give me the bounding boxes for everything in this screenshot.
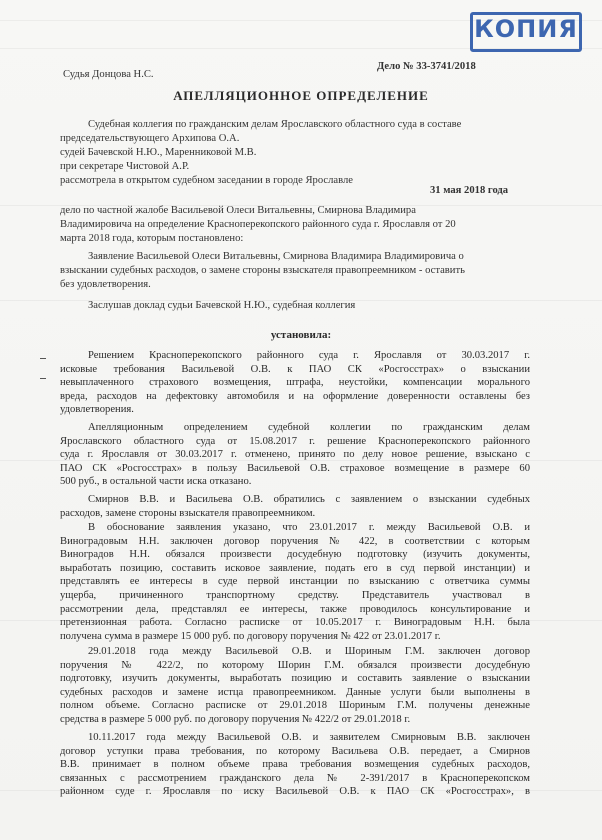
paragraph-line: договор уступки права требования, по которому Васильева О.В. передает, а Смирнов xyxy=(60,745,530,757)
paragraph-line: поручения № 422/2, по которому Шорин Г.М. обязался произвести досудебную xyxy=(60,659,530,671)
paragraph-line: ПАО СК «Росгосстрах» в пользу Васильевой О.В. страховое возмещение в размере 60 xyxy=(60,462,530,474)
paragraph-line: Ярославского областного суда от 15.08.2017 г. решение Красноперекопского районного xyxy=(60,435,530,447)
paragraph-line: представлять ее интересы в суде первой инстанции по взысканию с ответчика суммы xyxy=(60,576,530,588)
paragraph-1 xyxy=(60,349,530,417)
paragraph-line: претензионная работа. Согласно расписке от 10.05.2017 г. Виноградовым Н.Н. была xyxy=(60,617,530,629)
paragraph-line: расходов, замене стороны взыскателя правопреемником. xyxy=(60,507,316,519)
paragraph-line: суда г. Ярославля от 30.03.2017 г. отменено, принято по делу новое решение, взыскано с xyxy=(60,449,530,461)
judge-name: Судья Донцова Н.С. xyxy=(63,69,154,80)
case-number: Дело № 33-3741/2018 xyxy=(377,61,476,72)
intro-line: рассмотрела в открытом судебном заседании в городе Ярославле xyxy=(60,175,353,186)
matter-line: дело по частной жалобе Васильевой Олеси Витальевны, Смирнова Владимира xyxy=(60,205,416,216)
paragraph-line: Виноградовым Н.Н. заключен договор поручения № 422, в соответствии с которым xyxy=(60,535,530,547)
paragraph-line: рассмотрении дела, представлял ее интересы, также проводилось консультирование и xyxy=(60,603,530,615)
paragraph-line: получена сумма в размере 15 000 руб. по договору поручения № 422 от 23.01.2017 г. xyxy=(60,630,441,642)
copy-stamp: КОПИЯ xyxy=(470,12,582,52)
intro-line: при секретаре Чистовой А.Р. xyxy=(60,161,190,172)
matter-line: марта 2018 года, которым постановлено: xyxy=(60,233,244,244)
paragraph-line: Смирнов В.В. и Васильева О.В. обратились с заявлением о взыскании судебных xyxy=(88,494,530,505)
paragraph-line: удовлетворения. xyxy=(60,404,134,416)
paragraph-line: 29.01.2018 года между Васильевой О.В. и Шориным Г.М. заключен договор xyxy=(88,646,530,657)
report-line: Заслушав доклад судьи Бачевской Н.Ю., судебная коллегия xyxy=(88,300,356,311)
paragraph-line: 10.11.2017 года между Васильевой О.В. и заявителем Смирновым В.В. заключен xyxy=(88,732,530,743)
margin-mark xyxy=(40,358,46,359)
matter-line: Владимировича на определение Красноперекопского районного суда г. Ярославля от 20 xyxy=(60,219,456,230)
paragraph-line: районном суде г. Ярославля по иску Васильевой О.В. к ПАО СК «Росгосстрах», в xyxy=(60,786,530,798)
paragraph-line: В.В. принимает в полном объеме права требования возмещения судебных расходов, xyxy=(60,759,530,771)
paragraph-3 xyxy=(60,493,530,520)
paragraph-line: подготовку, изучить документы, выработать позицию и составить заявление о взыскании xyxy=(60,673,530,685)
paragraph-line: 500 руб., в остальной части иска отказано. xyxy=(60,476,252,488)
document-title: АПЕЛЛЯЦИОННОЕ ОПРЕДЕЛЕНИЕ xyxy=(173,88,429,103)
intro-line: председательствующего Архипова О.А. xyxy=(60,133,240,144)
matter-line: Заявление Васильевой Олеси Витальевны, Смирнова Владимира Владимировича о xyxy=(88,251,464,262)
paragraph-line: Виноградов Н.Н. обязался произвести досудебную подготовку (изучить документы, xyxy=(60,549,530,561)
paragraph-line: полном объеме. Согласно расписке от 29.01.2018 Шориным Г.М. получены денежные xyxy=(60,700,530,712)
intro-line: Судебная коллегия по гражданским делам Ярославского областного суда в составе xyxy=(88,119,462,130)
hearing-date: 31 мая 2018 года xyxy=(430,185,509,196)
paragraph-line: средства в размере 5 000 руб. по договору поручения № 422/2 от 29.01.2018 г. xyxy=(60,713,411,725)
paragraph-line: выработать позицию, составить исковое заявление, подать его в суд первой инстанции) и xyxy=(60,562,530,574)
paragraph-line: В обоснование заявления указано, что 23.01.2017 г. между Васильевой О.В. и xyxy=(88,522,530,533)
paragraph-5 xyxy=(60,645,530,727)
matter-line: взыскании судебных расходов, о замене стороны взыскателя правопреемником - оставить xyxy=(60,265,465,276)
paragraph-line: Решением Красноперекопского районного суда г. Ярославля от 30.03.2017 г. xyxy=(88,350,530,361)
paragraph-line: Апелляционным определением судебной коллегии по гражданским делам xyxy=(88,422,530,433)
paragraph-2 xyxy=(60,421,530,489)
margin-mark xyxy=(40,378,46,379)
established-heading: установила: xyxy=(270,329,332,341)
paragraph-line: невыплаченного страхового возмещения, штрафа, неустойки, компенсации морального xyxy=(60,377,530,389)
matter-line: без удовлетворения. xyxy=(60,279,151,290)
intro-line: судей Бачевской Н.Ю., Маренниковой М.В. xyxy=(60,147,257,158)
paragraph-line: связанных с рассмотрением гражданского дела № 2-391/2017 в Красноперекопском xyxy=(60,772,530,784)
paragraph-line: исковые требования Васильевой О.В. к ПАО СК «Росгосстрах» о взыскании xyxy=(60,363,530,375)
paragraph-line: вреда, расходов на дефектовку автомобиля и на оформление доверенности оставлены без xyxy=(60,390,530,402)
paragraph-6 xyxy=(60,731,530,799)
paragraph-line: судебных расходов и замене истца правопреемником. Данные услуги были выполнены в xyxy=(60,686,530,698)
paragraph-line: ущерба, причиненного транспортному средству. Представитель участвовал в xyxy=(60,589,530,601)
paragraph-4 xyxy=(60,521,530,643)
